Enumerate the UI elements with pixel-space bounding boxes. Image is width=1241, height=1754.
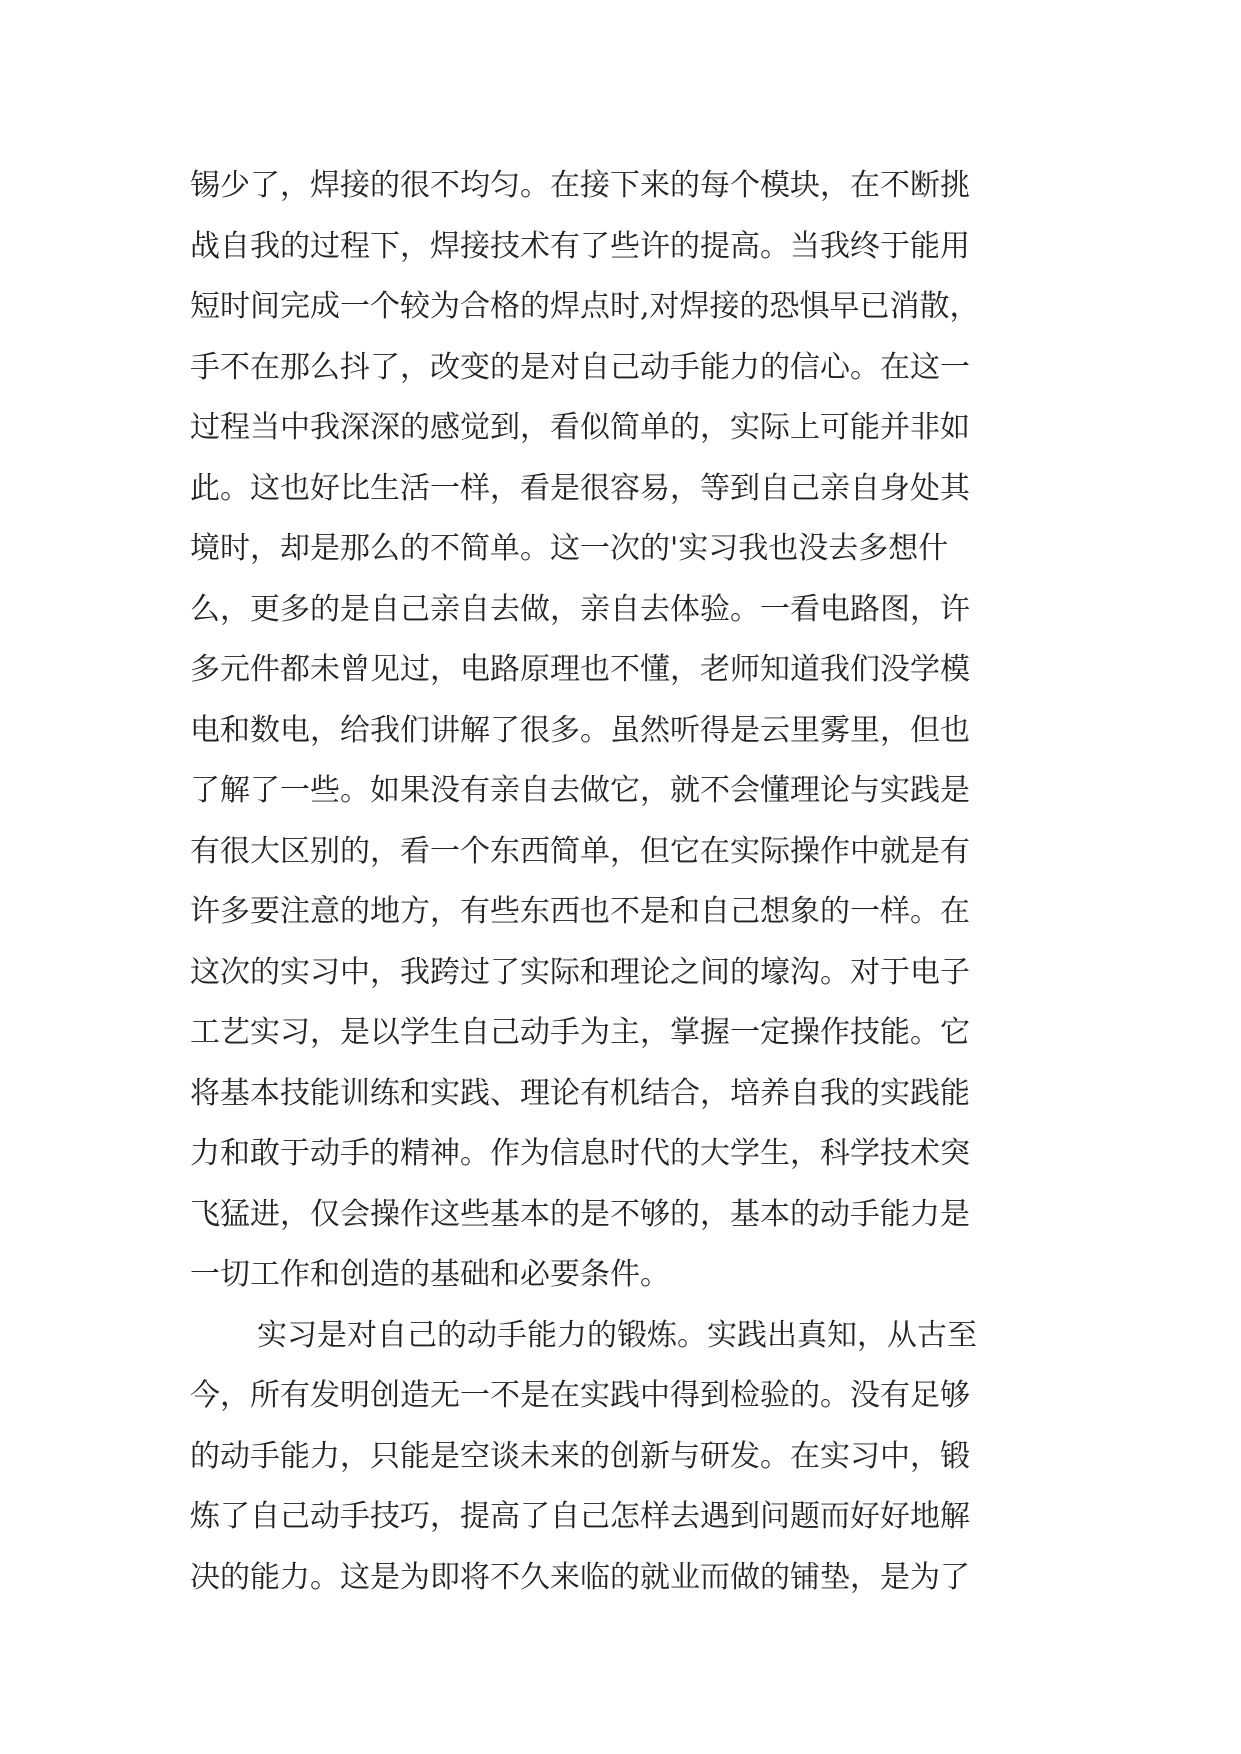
text-line: 境时，却是那么的不简单。这一次的'实习我也没去多想什 bbox=[190, 531, 949, 566]
text-line: 了解了一些。如果没有亲自去做它，就不会懂理论与实践是 bbox=[190, 773, 970, 808]
text-line: 锡少了，焊接的很不均匀。在接下来的每个模块，在不断挑 bbox=[190, 168, 970, 203]
text-line: 战自我的过程下，焊接技术有了些许的提高。当我终于能用 bbox=[190, 228, 970, 264]
text-line: 许多要注意的地方，有些东西也不是和自己想象的一样。在 bbox=[190, 894, 970, 929]
text-line: 将基本技能训练和实践、理论有机结合，培养自我的实践能 bbox=[190, 1075, 970, 1111]
text-line: 炼了自己动手技巧，提高了自己怎样去遇到问题而好好地解 bbox=[190, 1499, 970, 1534]
text-line: 短时间完成一个较为合格的焊点时,对焊接的恐惧早已消散， bbox=[190, 289, 980, 324]
text-line: 有很大区别的，看一个东西简单，但它在实际操作中就是有 bbox=[190, 833, 970, 869]
text-line: 过程当中我深深的感觉到，看似简单的，实际上可能并非如 bbox=[190, 410, 970, 445]
text-line: 力和敢于动手的精神。作为信息时代的大学生，科学技术突 bbox=[190, 1136, 970, 1171]
text-line: 一切工作和创造的基础和必要条件。 bbox=[190, 1257, 670, 1292]
text-line: 么，更多的是自己亲自去做，亲自去体验。一看电路图，许 bbox=[190, 591, 970, 627]
text-line: 工艺实习，是以学生自己动手为主，掌握一定操作技能。它 bbox=[190, 1015, 970, 1050]
text-line: 手不在那么抖了，改变的是对自己动手能力的信心。在这一 bbox=[190, 349, 970, 385]
text-line: 的动手能力，只能是空谈未来的创新与研发。在实习中，锻 bbox=[190, 1438, 970, 1474]
text-line: 决的能力。这是为即将不久来临的就业而做的铺垫，是为了 bbox=[190, 1559, 970, 1595]
text-line: 飞猛进，仅会操作这些基本的是不够的，基本的动手能力是 bbox=[190, 1196, 970, 1232]
text-line: 多元件都未曾见过，电路原理也不懂，老师知道我们没学模 bbox=[190, 652, 970, 687]
text-line: 今，所有发明创造无一不是在实践中得到检验的。没有足够 bbox=[190, 1378, 970, 1413]
document-body bbox=[190, 156, 1050, 1608]
text-line: 此。这也好比生活一样，看是很容易，等到自己亲自身处其 bbox=[190, 470, 970, 506]
text-line: 这次的实习中，我跨过了实际和理论之间的壕沟。对于电子 bbox=[190, 954, 970, 990]
text-line: 电和数电，给我们讲解了很多。虽然听得是云里雾里，但也 bbox=[190, 712, 970, 748]
paragraph-first-line: 实习是对自己的动手能力的锻炼。实践出真知，从古至 bbox=[257, 1317, 977, 1353]
